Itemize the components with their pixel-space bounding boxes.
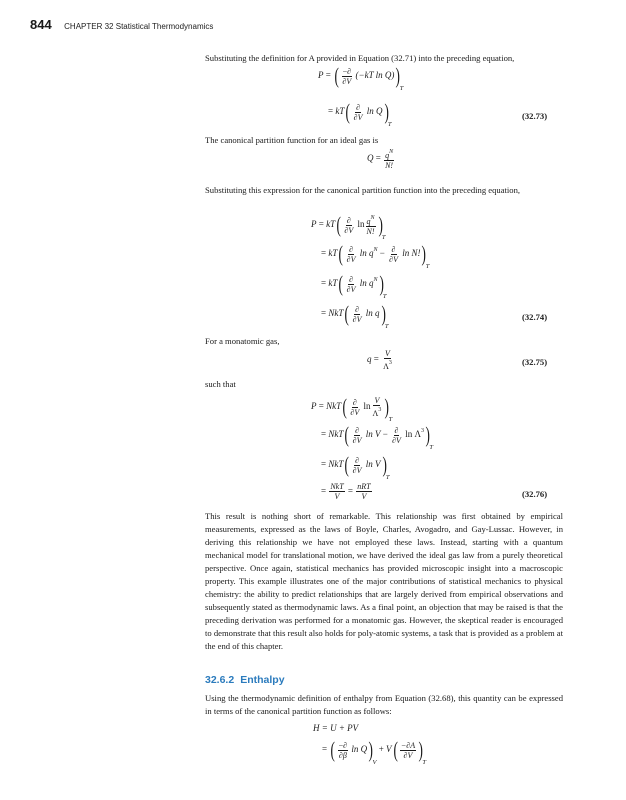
page-number: 844 — [30, 17, 52, 32]
equation-32-74-line-1: P = kT( ∂ ∂V ln $\frac{q^N}{N!}$ )$_T$ — [311, 212, 386, 242]
equation-32-74-line-4: = NkT( ∂ ∂V $\ln q)_T$ — [321, 301, 389, 331]
equation-32-73-line-1: P = ( −∂ ∂V (−kT $\ln Q))_T$ — [318, 63, 404, 93]
equation-number-32-75: (32.75) — [522, 357, 548, 367]
equation-number-32-76: (32.76) — [522, 489, 548, 499]
paragraph-5: such that — [205, 379, 236, 389]
section-number: 32.6.2 — [205, 674, 235, 686]
page-header — [30, 16, 213, 34]
equation-number-32-73: (32.73) — [522, 111, 548, 121]
equation-32-76-line-3: = NkT( ∂ ∂V $\ln V)_T$ — [321, 452, 390, 482]
section-title: Enthalpy — [240, 674, 285, 686]
equation-32-76-line-2: = NkT( ∂ ∂V ln V − ∂ ∂V $\ln \Lambda^3)_T$ — [321, 422, 433, 452]
paragraph-2: The canonical partition function for an ideal gas is — [205, 135, 379, 145]
section-heading — [205, 674, 291, 686]
paragraph-4: For a monatomic gas, — [205, 336, 280, 346]
equation-32-75: q = $\frac{V}{\Lambda^3}$ — [367, 349, 392, 371]
equation-enthalpy-line-1: H = U + PV — [313, 723, 359, 733]
equation-32-73-line-2: = kT( ∂ ∂V $\ln Q)_T$ — [328, 99, 392, 129]
paragraph-3: Substituting this expression for the canonical partition function into the preceding equation, — [205, 185, 521, 195]
equation-32-76-line-4: = NkT V = nRT V — [321, 482, 371, 501]
paragraph-6: This result is nothing short of remarkable. This relationship was first obtained by empirical measurements, expressed as the laws of Boyle, Charles, Avogadro, and Gay-Lussac. However, in deriving this relationship we have not employed these laws. Instead, starting with a quantum mechanical model for translational motion, we have derived the ideal gas law from a purely theoretical perspective. Once again, statistical mechanics has provided microscopic insight into a macroscopic property. This example illustrates one of the major contributions of statistical mechanics to physical chemistry: the ability to predict relationships that are largely derived from empirical observations and subsequently stated as thermodynamic laws. As a final point, an objection that may be raised is that the preceding derivation was performed for a monatomic gas. However, the skeptical reader is encouraged to demonstrate that this result also holds for poly-atomic systems, a task that is provided as a problem at the end of this chapter. — [205, 511, 563, 651]
paragraph-1: Substituting the definition for A provided in Equation (32.71) into the preceding equation, — [205, 53, 515, 63]
paragraph-7: Using the thermodynamic definition of enthalpy from Equation (32.68), this quantity can be expressed in terms of the canonical partition function as follows: — [205, 693, 563, 716]
equation-enthalpy-line-2: = ( −∂ ∂β $\ln Q)_V + V$( $\frac{-\partial A}{\partial V}$ )$_T$ — [322, 737, 427, 767]
chapter-title: CHAPTER 32 Statistical Thermodynamics — [64, 22, 214, 31]
equation-canonical-partition: Q = $\frac{q^N}{N!}$ — [367, 149, 394, 170]
equation-32-74-line-3: = kT( ∂ ∂V $\ln q^N)_T$ — [321, 271, 387, 301]
equation-32-76-line-1: P = NkT( ∂ ∂V ln $\frac{V}{\Lambda^3}$ )$_T$ — [311, 394, 393, 424]
equation-32-74-line-2: = kT( ∂ ∂V $\ln q^N$ − ∂ ∂V $\ln N!)_T$ — [321, 241, 430, 271]
equation-number-32-74: (32.74) — [522, 312, 548, 322]
